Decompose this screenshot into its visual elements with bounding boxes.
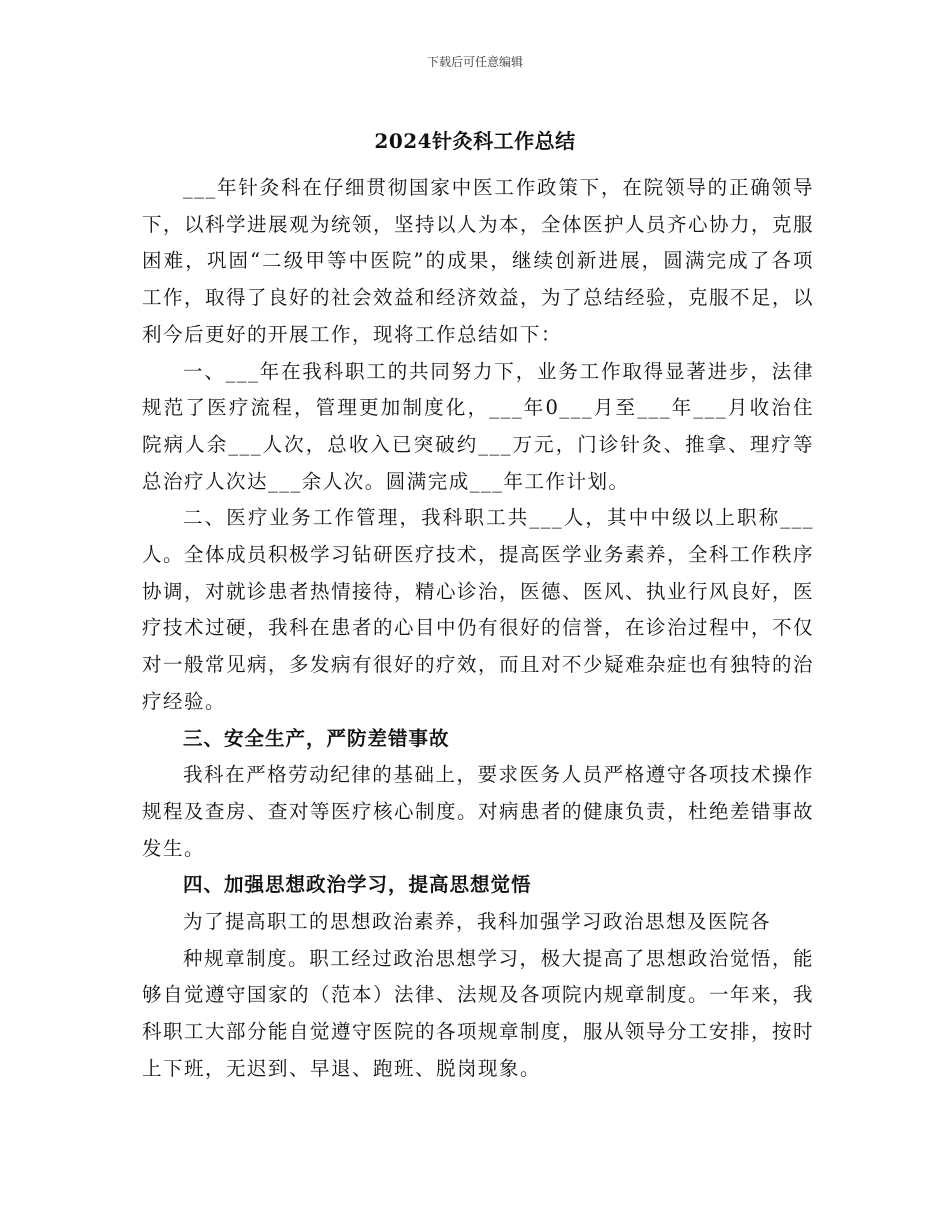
paragraph-section-2: 二、医疗业务工作管理，我科职工共___人，其中中级以上职称___人。全体成员积极学习钻研医疗技术，提高医学业务素养，全科工作秩序协调，对就诊患者热情接待，精心诊治，医德、医风、执业行风良好，医疗技术过硬，我科在患者的心目中仍有很好的信誉，在诊治过程中，不仅对一般常见病，多发病有很好的疗效，而且对不少疑难杂症也有独特的治疗经验。 (142, 506, 815, 713)
paragraph-section-4-line-1: 为了提高职工的思想政治素养，我科加强学习政治思想及医院各 (183, 910, 772, 934)
paragraph-section-3: 我科在严格劳动纪律的基础上，要求医务人员严格遵守各项技术操作规程及查房、查对等医疗核心制度。对病患者的健康负责，杜绝差错事故发生。 (142, 763, 815, 860)
document-body (142, 170, 814, 1088)
paragraph-section-4-continued: 种规章制度。职工经过政治思想学习，极大提高了思想政治觉悟，能够自觉遵守国家的（范本）法律、法规及各项院内规章制度。一年来，我科职工大部分能自觉遵守医院的各项规章制度，服从领导分工安排，按时上下班，无迟到、早退、跑班、脱岗现象。 (142, 946, 815, 1080)
section-heading-4: 四、加强思想政治学习，提高思想觉悟 (183, 873, 532, 897)
header-note: 下载后可任意编辑 (426, 55, 523, 69)
paragraph-intro: ___年针灸科在仔细贯彻国家中医工作政策下，在院领导的正确领导下，以科学进展观为统领，坚持以人为本，全体医护人员齐心协力，克服困难，巩固“二级甲等中医院”的成果，继续创新进展，圆满完成了各项工作，取得了良好的社会效益和经济效益，为了总结经验，克服不足，以利今后更好的开展工作，现将工作总结如下： (142, 176, 815, 346)
paragraph-section-1: 一、___年在我科职工的共同努力下，业务工作取得显著进步，法律规范了医疗流程，管理更加制度化，___年0___月至___年___月收治住院病人余___人次，总收入已突破约___万元，门诊针灸、推拿、理疗等总治疗人次达___余人次。圆满完成___年工作计划。 (142, 359, 814, 493)
section-heading-3: 三、安全生产，严防差错事故 (183, 726, 450, 750)
document-title: 2024针灸科工作总结 (374, 129, 576, 153)
